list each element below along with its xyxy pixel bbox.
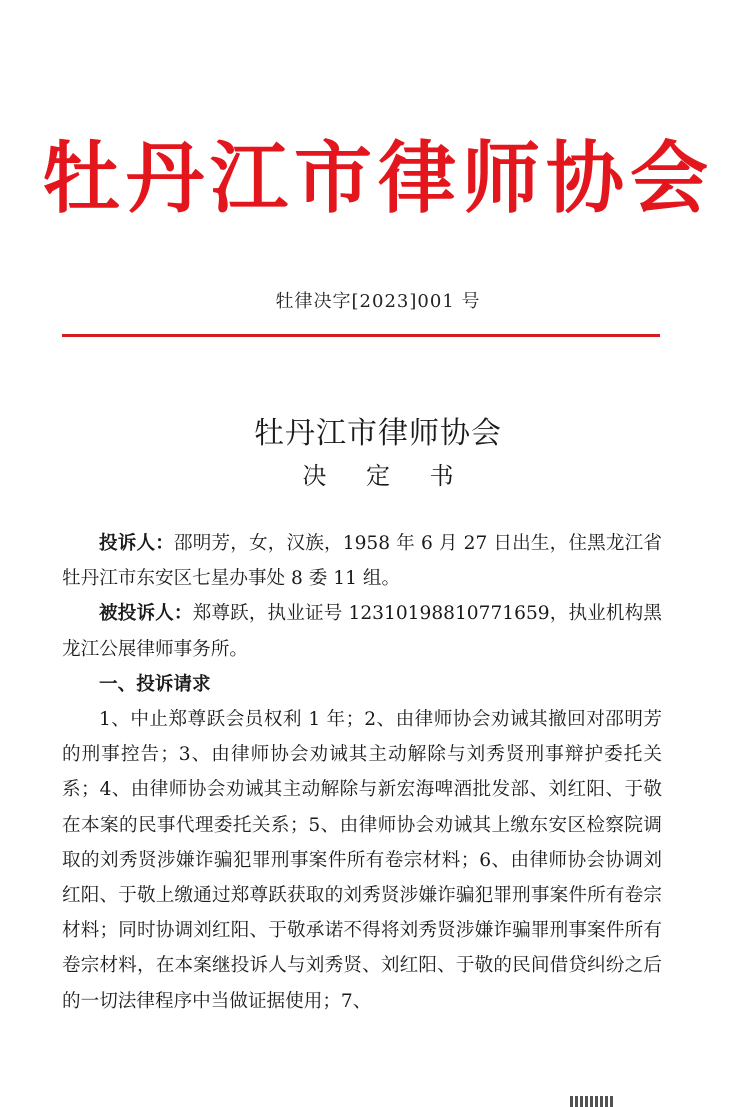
qr-code-icon: [570, 1096, 614, 1107]
document-subtitle: 决 定 书: [302, 462, 470, 490]
section-heading: 一、投诉请求: [99, 673, 211, 695]
document-body: [62, 526, 662, 1019]
respondent-text: 郑尊跃，执业证号 12310198810771659，执业机构黑龙江公展律师事务所。: [62, 603, 662, 660]
complainant-label: 投诉人：: [99, 533, 174, 554]
complainant-text: 邵明芳，女，汉族，1958 年 6 月 27 日出生，住黑龙江省牡丹江市东安区七星办事处 8 委 11 组。: [62, 533, 662, 590]
letterhead-org-name: 牡丹江市律师协会: [41, 134, 714, 224]
letterhead-red-rule: [62, 334, 660, 337]
respondent-label: 被投诉人：: [99, 603, 193, 625]
document-title: 牡丹江市律师协会: [254, 416, 502, 451]
respondent-paragraph: [62, 596, 662, 666]
complainant-paragraph: [62, 526, 662, 596]
document-number: 牡律决字[2023]001 号: [275, 291, 481, 312]
request-paragraph: 1、中止郑尊跃会员权利 1 年；2、由律师协会劝诫其撤回对邵明芳的刑事控告；3、由律师协会劝诫其主动解除与刘秀贤刑事辩护委托关系；4、由律师协会劝诫其主动解除与新宏海啤酒批发部、刘红阳、于敬在本案的民事代理委托关系；5、由律师协会劝诫其上缴东安区检察院调取的刘秀贤涉嫌诈骗犯罪刑事案件所有卷宗材料；6、由律师协会协调刘红阳、于敬上缴通过郑尊跃获取的刘秀贤涉嫌诈骗犯罪刑事案件所有卷宗材料；同时协调刘红阳、于敬承诺不得将刘秀贤涉嫌诈骗罪刑事案件所有卷宗材料，在本案继投诉人与刘秀贤、刘红阳、于敬的民间借贷纠纷之后的一切法律程序中当做证据使用；7、: [62, 709, 662, 1012]
